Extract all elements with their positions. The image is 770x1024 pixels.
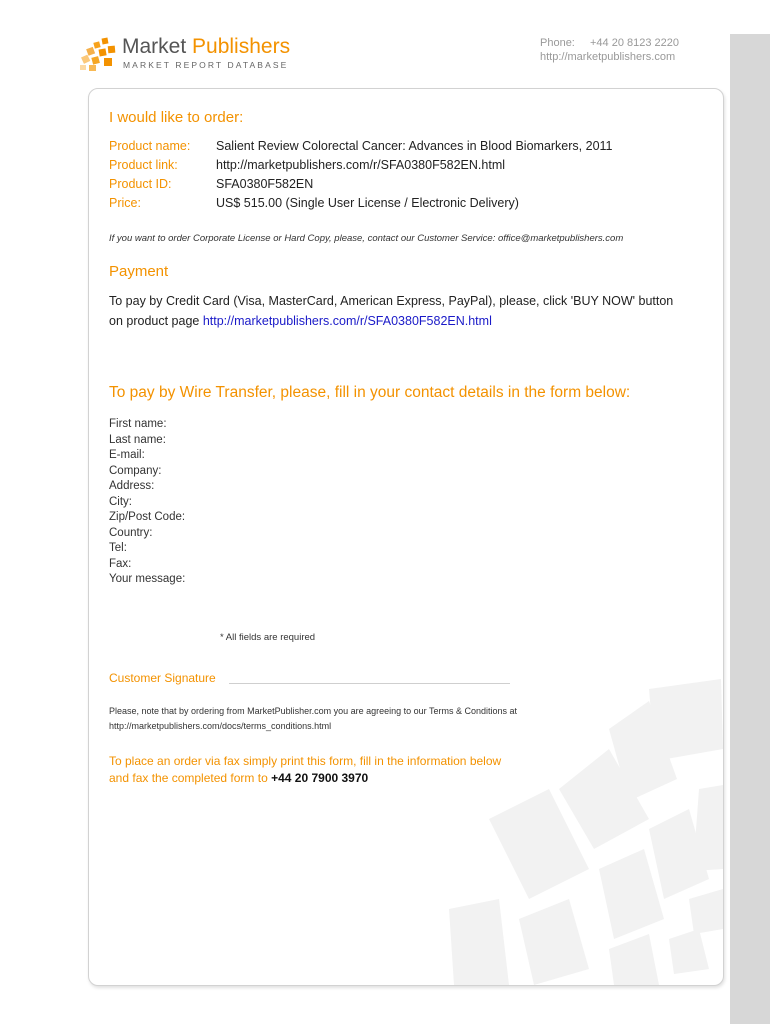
- phone-label: Phone:: [540, 37, 575, 49]
- right-sidebar: [730, 34, 770, 1024]
- logo: [80, 36, 300, 72]
- field-zip: Zip/Post Code:: [109, 511, 186, 523]
- field-company: Company:: [109, 464, 162, 477]
- price-row: [109, 196, 709, 214]
- payment-text: [109, 291, 673, 331]
- payment-heading: Payment: [109, 263, 169, 280]
- price: US$ 515.00 (Single User License / Electronic Delivery): [216, 196, 519, 210]
- order-heading: I would like to order:: [109, 109, 244, 126]
- website[interactable]: http://marketpublishers.com: [540, 51, 676, 63]
- field-tel: Tel:: [109, 542, 127, 554]
- fax-instructions: [109, 753, 501, 787]
- fax-line1: To place an order via fax simply print this form, fill in the information below: [109, 754, 502, 768]
- logo-name: Market Publishers: [122, 35, 291, 58]
- logo-subtitle: MARKET REPORT DATABASE: [123, 60, 289, 70]
- product-id-label: Product ID:: [109, 177, 172, 191]
- terms-link[interactable]: http://marketpublishers.com/docs/terms_conditions.html: [109, 721, 332, 731]
- product-id: SFA0380F582EN: [216, 177, 314, 191]
- product-link-row: [109, 158, 709, 176]
- product-link[interactable]: http://marketpublishers.com/r/SFA0380F582EN.html: [216, 158, 506, 172]
- product-name: Salient Review Colorectal Cancer: Advances in Blood Biomarkers, 2011: [216, 139, 613, 153]
- required-note: * All fields are required: [220, 632, 316, 643]
- signature-label: Customer Signature: [109, 671, 216, 685]
- product-name-row: [109, 139, 709, 157]
- fax-number: +44 20 7900 3970: [271, 771, 369, 785]
- field-email: E-mail:: [109, 449, 145, 461]
- order-form-card: [88, 88, 724, 986]
- field-address: Address:: [109, 480, 155, 492]
- signature-line[interactable]: [229, 683, 510, 684]
- field-last-name: Last name:: [109, 433, 166, 446]
- wire-transfer-heading: To pay by Wire Transfer, please, fill in your contact details in the form below:: [109, 384, 631, 401]
- payment-product-link[interactable]: http://marketpublishers.com/r/SFA0380F582EN.html: [202, 314, 492, 328]
- corporate-license-note: If you want to order Corporate License or Hard Copy, please, contact our Customer Service: office@marketpublishers.com: [109, 233, 624, 244]
- price-label: Price:: [109, 196, 141, 210]
- field-city: City:: [109, 495, 132, 508]
- payment-text-line1: To pay by Credit Card (Visa, MasterCard, American Express, PayPal), please, click 'BUY NOW' button: [109, 294, 674, 308]
- terms-text: Please, note that by ordering from MarketPublisher.com you are agreeing to our Terms & Conditions at: [109, 706, 518, 716]
- field-message: Your message:: [109, 573, 186, 585]
- field-first-name: First name:: [109, 418, 167, 430]
- field-fax: Fax:: [109, 557, 132, 570]
- product-id-row: [109, 177, 709, 195]
- contact-info: [540, 36, 679, 64]
- product-name-label: Product name:: [109, 139, 191, 153]
- phone-value: +44 20 8123 2220: [590, 37, 680, 49]
- fax-line2: and fax the completed form to: [109, 771, 272, 785]
- contact-fields: [109, 417, 185, 588]
- field-country: Country:: [109, 526, 153, 539]
- payment-text-prefix: on product page: [109, 314, 203, 328]
- squares-logo-icon: [80, 36, 120, 72]
- product-link-label: Product link:: [109, 158, 178, 172]
